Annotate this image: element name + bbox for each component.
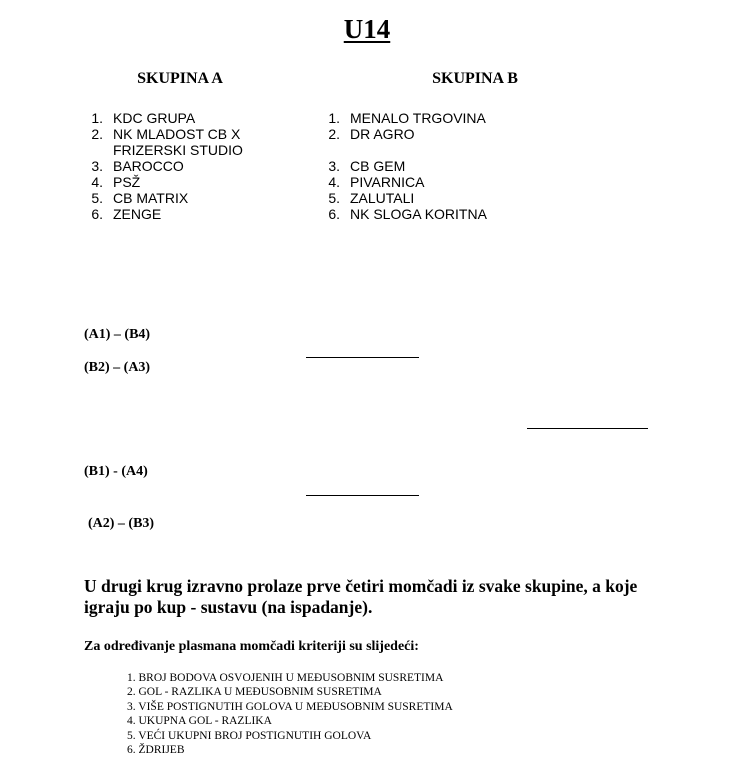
group-b-team-list: [313, 110, 573, 222]
criteria-list: [127, 671, 453, 757]
list-item: 5. VEĆI UKUPNI BROJ POSTIGNUTIH GOLOVA: [127, 729, 372, 742]
match-a2-b3: (A2) – (B3): [88, 516, 155, 531]
list-item: 3. CB GEM: [328, 158, 406, 174]
list-item: 4. PSŽ: [91, 174, 141, 190]
match-a1-b4: (A1) – (B4): [84, 327, 151, 342]
list-item: 2. NK MLADOST CB X FRIZERSKI STUDIO: [91, 126, 243, 158]
list-item: 3. VIŠE POSTIGNUTIH GOLOVA U MEĐUSOBNIM SUSRETIMA: [127, 700, 453, 713]
bracket-winner-line-1: [306, 357, 419, 358]
list-item: 6. NK SLOGA KORITNA: [328, 206, 487, 222]
list-item: 1. KDC GRUPA: [91, 110, 196, 126]
list-item: 2. DR AGRO: [328, 126, 415, 142]
bracket-final-line: [527, 428, 648, 429]
match-b1-a4: (B1) - (A4): [84, 464, 148, 479]
list-item: 1. MENALO TRGOVINA: [328, 110, 486, 126]
group-a-heading: SKUPINA A: [137, 70, 223, 87]
page-title: U14: [343, 14, 391, 44]
list-item: 6. ŽDRIJEB: [127, 744, 185, 757]
list-item: 4. UKUPNA GOL - RAZLIKA: [127, 715, 272, 728]
criteria-heading: Za određivanje plasmana momčadi kriteriji su slijedeći:: [84, 639, 419, 654]
list-item: 6. ZENGE: [91, 206, 162, 222]
list-item: 5. ZALUTALI: [328, 190, 415, 206]
list-item: 5. CB MATRIX: [91, 190, 189, 206]
bracket-winner-line-2: [306, 495, 419, 496]
group-b-heading: SKUPINA B: [432, 70, 518, 87]
list-item: 1. BROJ BODOVA OSVOJENIH U MEĐUSOBNIM SUSRETIMA: [127, 672, 444, 684]
group-a-team-list: [76, 110, 296, 222]
match-b2-a3: (B2) – (A3): [84, 360, 151, 375]
list-item: 3. BAROCCO: [91, 158, 184, 174]
tournament-note: U drugi krug izravno prolaze prve četiri momčadi iz svake skupine, a koje igraju po kup - sustavu (na ispadanje).: [84, 576, 638, 617]
list-item: 4. PIVARNICA: [328, 174, 425, 190]
list-item: 2. GOL - RAZLIKA U MEĐUSOBNIM SUSRETIMA: [127, 686, 382, 699]
